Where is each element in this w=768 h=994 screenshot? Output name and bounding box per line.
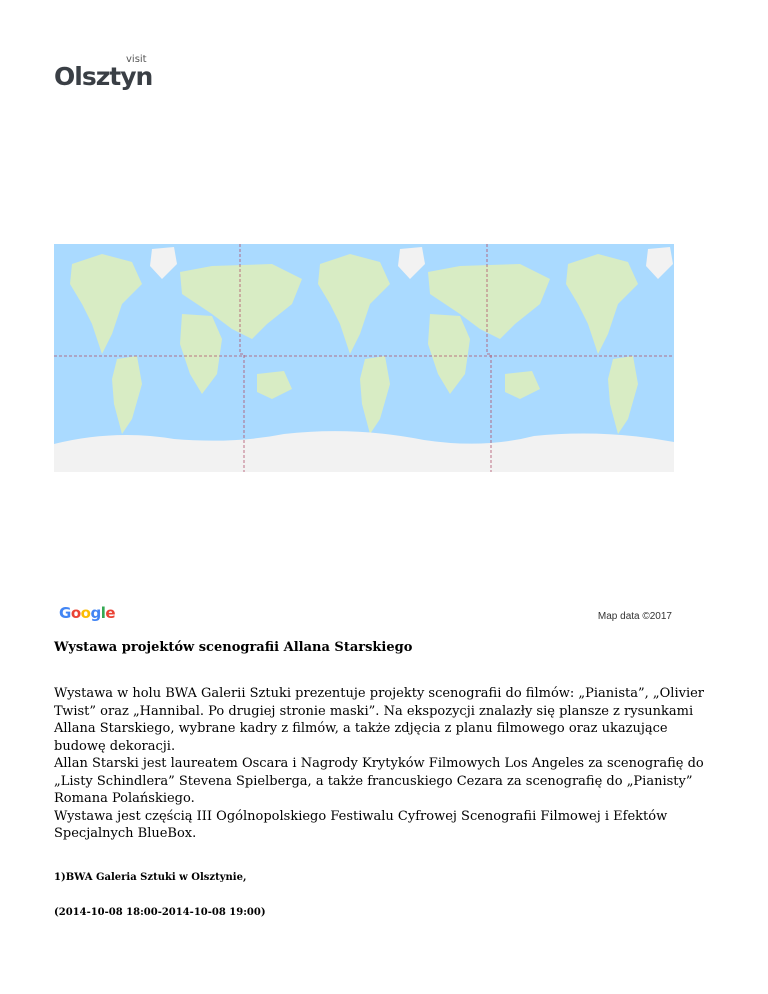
event-datetime: (2014-10-08 18:00-2014-10-08 19:00) — [54, 907, 266, 918]
antarctica-ice — [54, 431, 674, 472]
logo-olsztyn-text: Olsztyn — [54, 62, 153, 91]
world-map-svg — [54, 244, 674, 472]
map-attribution[interactable]: Map data ©2017 — [592, 610, 674, 624]
description-paragraph: Allan Starski jest laureatem Oscara i Nagrody Krytyków Filmowych Los Angeles za scenografię do „Listy Schindlera” Stevena Spielberga, a także francuskiego Cezara za scenografię do „Pianisty” Romana Polańskiego. — [54, 756, 704, 806]
logo-visit-text: visit — [126, 54, 147, 65]
visit-olsztyn-logo[interactable] — [54, 48, 153, 94]
event-title: Wystawa projektów scenografii Allana Starskiego — [54, 640, 413, 655]
description-paragraph: Wystawa w holu BWA Galerii Sztuki prezentuje projekty scenografii do filmów: „Pianista”, „Olivier Twist” oraz „Hannibal. Po drugiej stronie maski”. Na ekspozycji znalazły się plansze z rysunkami Allana Starskiego, wybrane kadry z filmów, a także zdjęcia z planu filmowego oraz ukazujące budowę dekoracji. — [54, 686, 705, 754]
world-map[interactable] — [54, 244, 674, 472]
event-description — [54, 685, 714, 843]
google-logo[interactable]: Google — [59, 604, 116, 622]
event-venue: 1)BWA Galeria Sztuki w Olsztynie, — [54, 872, 247, 883]
description-paragraph: Wystawa jest częścią III Ogólnopolskiego Festiwalu Cyfrowej Scenografii Filmowej i Efektów Specjalnych BlueBox. — [54, 808, 668, 841]
